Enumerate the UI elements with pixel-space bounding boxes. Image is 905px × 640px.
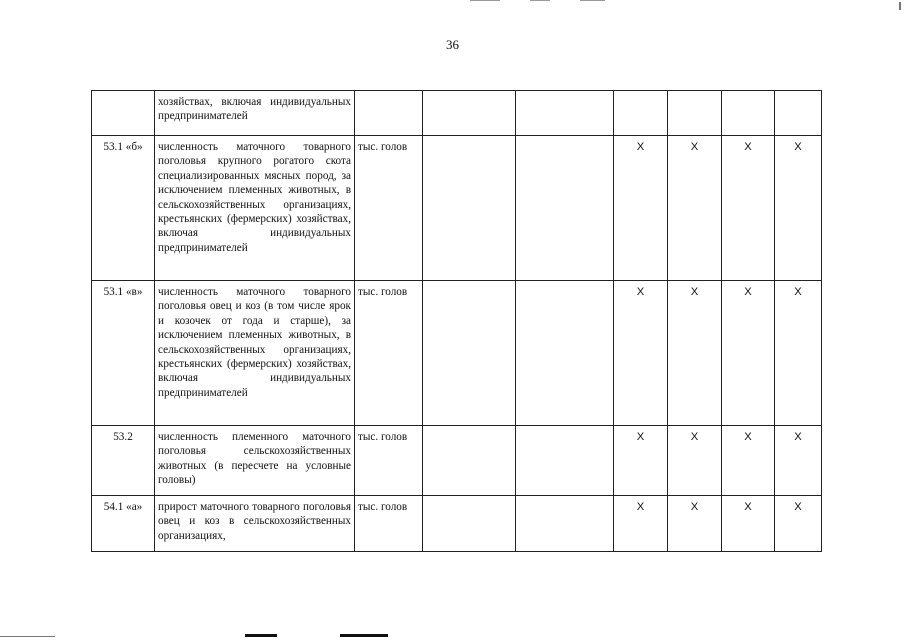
row-unit: тыс. голов: [355, 281, 423, 426]
row-mark: Х: [614, 496, 668, 552]
page-number: 36: [446, 37, 459, 52]
row-description: численность племенного маточного поголовья сельскохозяйственных животных (в пересчете на условные головы): [155, 426, 355, 496]
row-number: 53.2: [92, 426, 155, 496]
row-mark: Х: [775, 496, 822, 552]
row-cell-empty: [423, 496, 516, 552]
scan-artifact-corner: [899, 2, 901, 10]
scan-artifact-top: [470, 0, 610, 2]
table-row: [92, 281, 822, 426]
row-mark: Х: [614, 281, 668, 426]
row-cell-empty: [423, 426, 516, 496]
indicators-table: [91, 90, 822, 552]
row-unit: [355, 91, 423, 136]
table-row: [92, 496, 822, 552]
row-mark: Х: [775, 426, 822, 496]
row-mark: [722, 91, 775, 136]
row-cell-empty: [423, 136, 516, 281]
row-description: численность маточного товарного поголовья крупного рогатого скота специализированных мясных пород, за исключением племенных животных, в сельскохозяйственных организациях, крестьянских (фермерских) хозяйствах, включая индивидуальных предпринимателей: [155, 136, 355, 281]
row-mark: [775, 91, 822, 136]
row-mark: Х: [668, 426, 722, 496]
row-mark: Х: [614, 136, 668, 281]
row-mark: Х: [722, 136, 775, 281]
row-mark: Х: [722, 426, 775, 496]
row-number: 53.1 «б»: [92, 136, 155, 281]
row-description: прирост маточного товарного поголовья овец и коз в сельскохозяйственных организациях,: [155, 496, 355, 552]
table-row: [92, 91, 822, 136]
row-mark: Х: [668, 136, 722, 281]
row-number: [92, 91, 155, 136]
row-mark: [668, 91, 722, 136]
row-unit: тыс. голов: [355, 496, 423, 552]
table-row: [92, 426, 822, 496]
scan-artifact-bottom: [0, 631, 905, 640]
row-description: численность маточного товарного поголовья овец и коз (в том числе ярок и козочек от года и старше), за исключением племенных животных, в сельскохозяйственных организациях, крестьянских (фермерских) хозяйствах, включая индивидуальных предпринимателей: [155, 281, 355, 426]
row-mark: [614, 91, 668, 136]
row-cell-empty: [516, 281, 614, 426]
table-row: [92, 136, 822, 281]
row-mark: Х: [775, 136, 822, 281]
row-cell-empty: [516, 496, 614, 552]
row-mark: Х: [668, 281, 722, 426]
row-unit: тыс. голов: [355, 136, 423, 281]
row-number: 54.1 «а»: [92, 496, 155, 552]
row-mark: Х: [722, 281, 775, 426]
row-cell-empty: [516, 426, 614, 496]
row-mark: Х: [722, 496, 775, 552]
row-cell-empty: [516, 91, 614, 136]
row-unit: тыс. голов: [355, 426, 423, 496]
row-cell-empty: [423, 91, 516, 136]
row-description: хозяйствах, включая индивидуальных предпринимателей: [155, 91, 355, 136]
row-number: 53.1 «в»: [92, 281, 155, 426]
row-mark: Х: [775, 281, 822, 426]
row-cell-empty: [516, 136, 614, 281]
row-cell-empty: [423, 281, 516, 426]
row-mark: Х: [614, 426, 668, 496]
row-mark: Х: [668, 496, 722, 552]
